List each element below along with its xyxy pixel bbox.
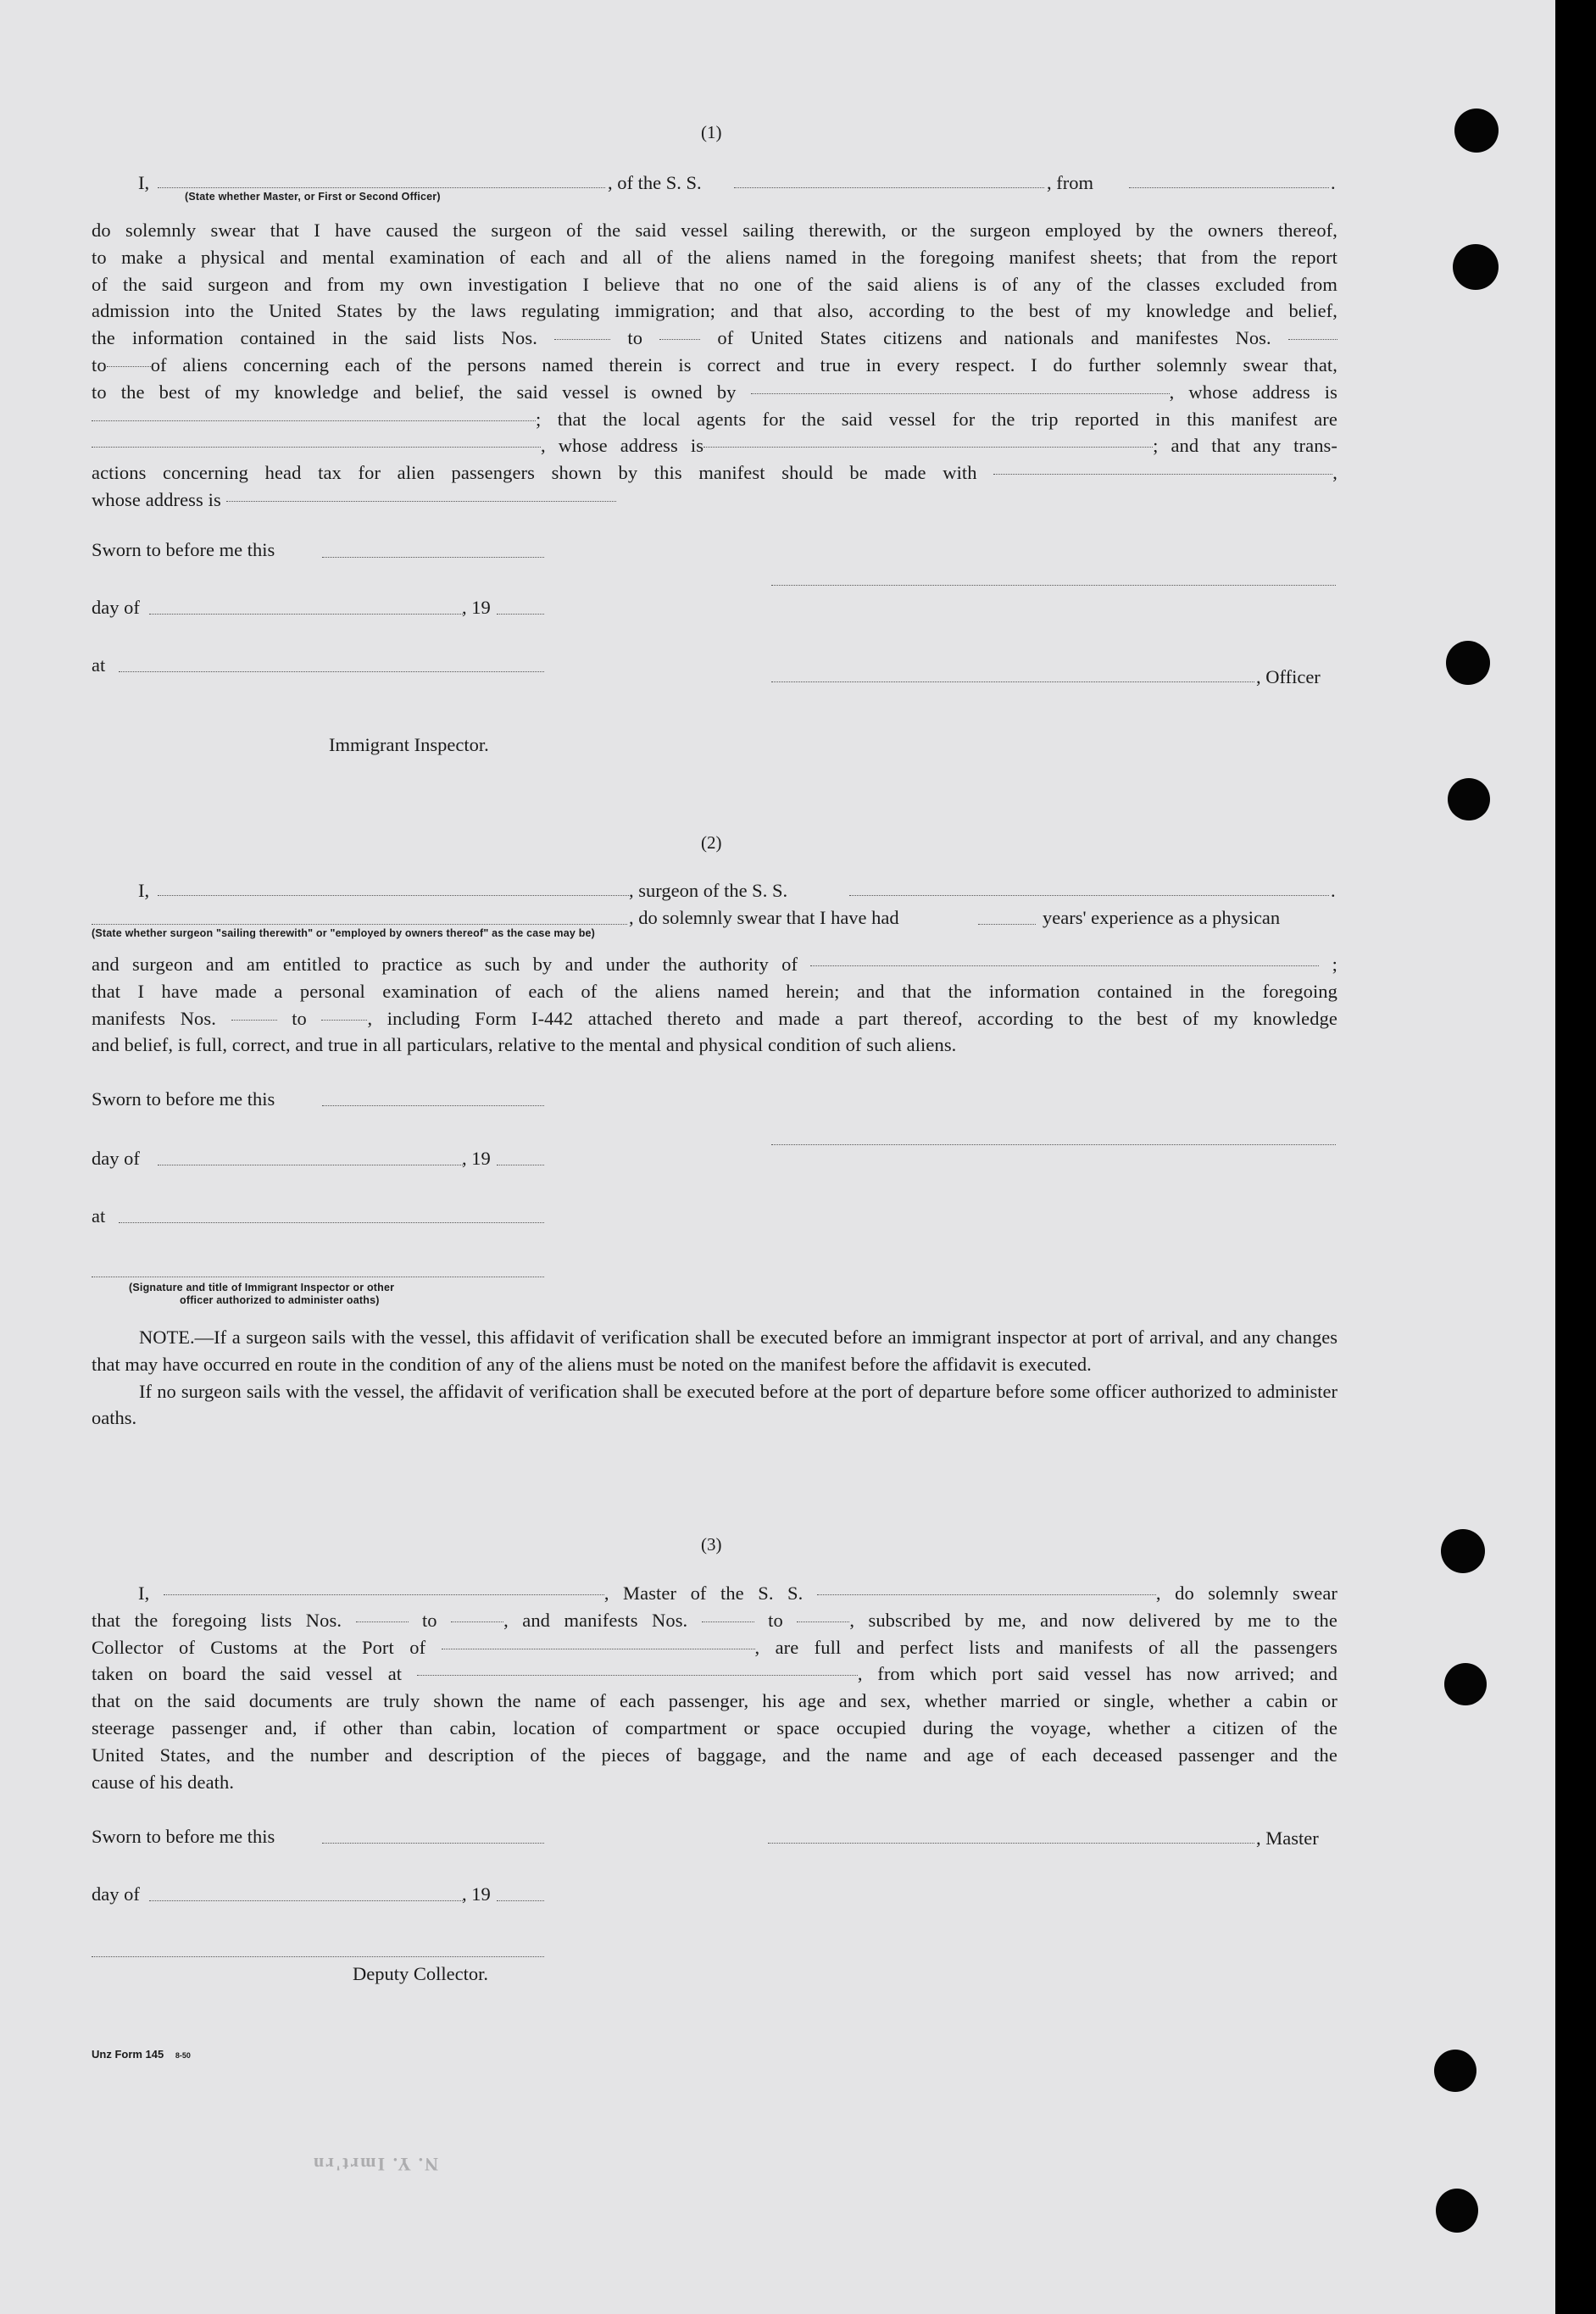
s3-collector: Deputy Collector. bbox=[353, 1963, 488, 1984]
s1-body-line: to make a physical and mental examination of each and all of the aliens named in the foregoing manifest sheets; that from the report bbox=[92, 246, 1337, 268]
section-1-number: (1) bbox=[701, 122, 722, 142]
section-3-number: (3) bbox=[701, 1534, 722, 1555]
s3-lists-from-field[interactable] bbox=[356, 1621, 409, 1622]
s2-sworn-field[interactable] bbox=[322, 1105, 544, 1106]
s3-signature-field[interactable] bbox=[768, 1843, 1254, 1844]
s3-master-field[interactable] bbox=[164, 1594, 604, 1595]
note-1: NOTE.—If a surgeon sails with the vessel, this affidavit of verification shall be executed before an immigrant inspector at port of arrival, and any changes that may have occurred en route in the condition of any of the aliens must be noted on the manifest before the affidavit is executed. bbox=[92, 1327, 1337, 1375]
s3-body-line: that the foregoing lists Nos. to , and manifests Nos. to , subscribed by me, and now delivered by me to the bbox=[92, 1609, 1337, 1631]
s3-body-line: cause of his death. bbox=[92, 1771, 235, 1793]
s3-collector-field[interactable] bbox=[92, 1956, 544, 1957]
s2-body-line: and surgeon and am entitled to practice as such by and under the authority of ; bbox=[92, 954, 1337, 975]
s1-body-line: to the best of my knowledge and belief, the said vessel is owned by , whose address is bbox=[92, 381, 1337, 403]
s1-line1: I, bbox=[138, 172, 150, 193]
s2-line1c: . bbox=[1331, 880, 1336, 901]
authority-field[interactable] bbox=[810, 965, 1319, 966]
punch-hole bbox=[1444, 1663, 1487, 1705]
s2-at-field[interactable] bbox=[119, 1222, 544, 1223]
master-name-field[interactable] bbox=[158, 187, 605, 188]
s3-sworn: Sworn to before me this bbox=[92, 1826, 275, 1847]
s2-line2a: , do solemnly swear that I have had bbox=[629, 907, 899, 928]
lists-to-field[interactable] bbox=[659, 339, 700, 340]
s1-body-line: admission into the United States by the laws regulating immigration; and that also, according to the best of my knowledge and belief, bbox=[92, 300, 1337, 322]
s3-dayof: day of bbox=[92, 1883, 140, 1905]
s2-body-line: and belief, is full, correct, and true in all particulars, relative to the mental and physical condition of such aliens. bbox=[92, 1034, 957, 1056]
s1-line1c: , from bbox=[1047, 172, 1093, 193]
s3-lists-to-field[interactable] bbox=[451, 1621, 503, 1622]
surgeon-type-field[interactable] bbox=[92, 924, 627, 925]
s3-year: , 19 bbox=[462, 1883, 491, 1905]
section-2-note bbox=[92, 1324, 1337, 1432]
ship-name-field[interactable] bbox=[734, 187, 1044, 188]
s2-ship-field[interactable] bbox=[849, 895, 1329, 896]
s1-day-field[interactable] bbox=[149, 614, 463, 615]
s3-sworn-field[interactable] bbox=[322, 1843, 544, 1844]
s1-dayof: day of bbox=[92, 597, 140, 618]
s1-body-line: to of aliens concerning each of the persons named therein is correct and true in every respect. I do further solemnly swear that, bbox=[92, 353, 1337, 375]
note-2: If no surgeon sails with the vessel, the affidavit of verification shall be executed before at the port of departure before some officer authorized to administer oaths. bbox=[92, 1380, 1337, 1429]
s3-manifest-to-field[interactable] bbox=[797, 1621, 849, 1622]
s1-officer-field[interactable] bbox=[771, 681, 1254, 682]
punch-hole bbox=[1441, 1529, 1485, 1573]
s3-body-line: United States, and the number and description of the pieces of baggage, and the name and age of each deceased passenger and the bbox=[92, 1744, 1337, 1766]
s2-signature-field[interactable] bbox=[771, 1144, 1336, 1145]
s1-year: , 19 bbox=[462, 597, 491, 618]
lists-from-field[interactable] bbox=[554, 339, 610, 340]
s3-manifest-from-field[interactable] bbox=[702, 1621, 754, 1622]
s1-body-line: ; that the local agents for the said vessel for the trip reported in this manifest are bbox=[92, 406, 1337, 433]
s1-signature-field[interactable] bbox=[771, 585, 1336, 586]
s3-body-line: taken on board the said vessel at , from which port said vessel has now arrived; and bbox=[92, 1663, 1338, 1685]
s1-officer: , Officer bbox=[1256, 666, 1321, 687]
head-tax-field[interactable] bbox=[993, 474, 1332, 475]
s3-day-field[interactable] bbox=[149, 1900, 463, 1901]
punch-hole bbox=[1453, 244, 1499, 290]
s3-year-field[interactable] bbox=[497, 1900, 544, 1901]
s3-body-line: that on the said documents are truly shown the name of each passenger, his age and sex, whether married or single, whether a cabin or bbox=[92, 1690, 1337, 1712]
s2-line1a: I, bbox=[138, 880, 150, 901]
s2-body-line: manifests Nos. to , including Form I-442 attached thereto and made a part thereof, according to the best of my knowledge bbox=[92, 1007, 1338, 1029]
s3-master: , Master bbox=[1256, 1827, 1319, 1849]
s1-year-field[interactable] bbox=[497, 614, 544, 615]
s3-ship-field[interactable] bbox=[817, 1594, 1156, 1595]
bleed-through-stamp: N. Y. Imrt'rn bbox=[312, 2154, 439, 2175]
s3-body-line: steerage passenger and, if other than cabin, location of compartment or space occupied during the voyage, whether a citizen of the bbox=[92, 1716, 1337, 1738]
punch-hole bbox=[1454, 108, 1499, 153]
punch-hole bbox=[1436, 2189, 1478, 2233]
s1-at: at bbox=[92, 654, 106, 676]
s1-at-field[interactable] bbox=[119, 671, 544, 672]
s2-sworn: Sworn to before me this bbox=[92, 1088, 275, 1110]
s2-sig-caption-1: (Signature and title of Immigrant Inspector or other bbox=[129, 1282, 395, 1293]
s3-body-line: Collector of Customs at the Port of , are full and perfect lists and manifests of all the passengers bbox=[92, 1636, 1338, 1658]
s2-manifest-to-field[interactable] bbox=[321, 1020, 367, 1021]
punch-hole bbox=[1448, 778, 1490, 820]
section-2-number: (2) bbox=[701, 832, 722, 853]
s2-line2b: years' experience as a physican bbox=[1043, 907, 1281, 928]
s1-body-line: the information contained in the said lists Nos. to of United States citizens and nationals and manifestes Nos. bbox=[92, 325, 1337, 352]
s3-body-line: I, , Master of the S. S. , do solemnly swear bbox=[138, 1583, 1338, 1604]
manifest-to-field[interactable] bbox=[107, 366, 151, 367]
s2-year: , 19 bbox=[462, 1148, 491, 1169]
s2-sig-caption-2: officer authorized to administer oaths) bbox=[180, 1294, 380, 1306]
s1-inspector: Immigrant Inspector. bbox=[329, 734, 489, 755]
s1-line1d: . bbox=[1331, 172, 1336, 193]
owner-address-field[interactable] bbox=[92, 420, 536, 421]
s2-dayof: day of bbox=[92, 1148, 140, 1169]
s2-manifest-from-field[interactable] bbox=[231, 1020, 277, 1021]
manifest-from-field[interactable] bbox=[1288, 339, 1337, 340]
s1-line1b: , of the S. S. bbox=[608, 172, 702, 193]
years-field[interactable] bbox=[978, 924, 1036, 925]
head-tax-address-field[interactable] bbox=[226, 501, 616, 502]
punch-hole bbox=[1446, 641, 1490, 685]
s1-body-line: actions concerning head tax for alien passengers shown by this manifest should be made with , bbox=[92, 462, 1337, 484]
surgeon-caption: (State whether surgeon "sailing therewith" or "employed by owners thereof" as the case may be) bbox=[92, 927, 596, 939]
surgeon-name-field[interactable] bbox=[158, 895, 629, 896]
section-3-body bbox=[92, 1580, 1337, 1795]
s2-at: at bbox=[92, 1205, 106, 1227]
section-2-body bbox=[92, 951, 1337, 1059]
boarding-port-field[interactable] bbox=[417, 1675, 858, 1676]
s2-line1b: , surgeon of the S. S. bbox=[629, 880, 788, 901]
s1-body-line: do solemnly swear that I have caused the surgeon of the said vessel sailing therewith, or the surgeon employed by the owners thereof, bbox=[92, 220, 1337, 241]
s2-body-line: that I have made a personal examination of each of the aliens named herein; and that the information contained in the foregoing bbox=[92, 980, 1337, 1002]
agents-field[interactable] bbox=[92, 447, 541, 448]
s1-body-line: whose address is bbox=[92, 487, 1337, 514]
form-number: Unz Form 145 8-50 bbox=[92, 2048, 191, 2061]
s1-sworn: Sworn to before me this bbox=[92, 539, 275, 560]
master-caption: (State whether Master, or First or Second Officer) bbox=[185, 191, 441, 203]
agents-address-field[interactable] bbox=[703, 447, 1153, 448]
s1-body-line: of the said surgeon and from my own investigation I believe that no one of the said aliens is of any of the classes excluded from bbox=[92, 273, 1337, 295]
from-port-field[interactable] bbox=[1129, 187, 1329, 188]
punch-hole bbox=[1434, 2050, 1476, 2092]
s1-body-line: , whose address is ; and that any trans- bbox=[92, 432, 1337, 459]
owner-field[interactable] bbox=[751, 393, 1170, 394]
s1-sworn-field[interactable] bbox=[322, 557, 544, 558]
section-1-body bbox=[92, 217, 1337, 514]
